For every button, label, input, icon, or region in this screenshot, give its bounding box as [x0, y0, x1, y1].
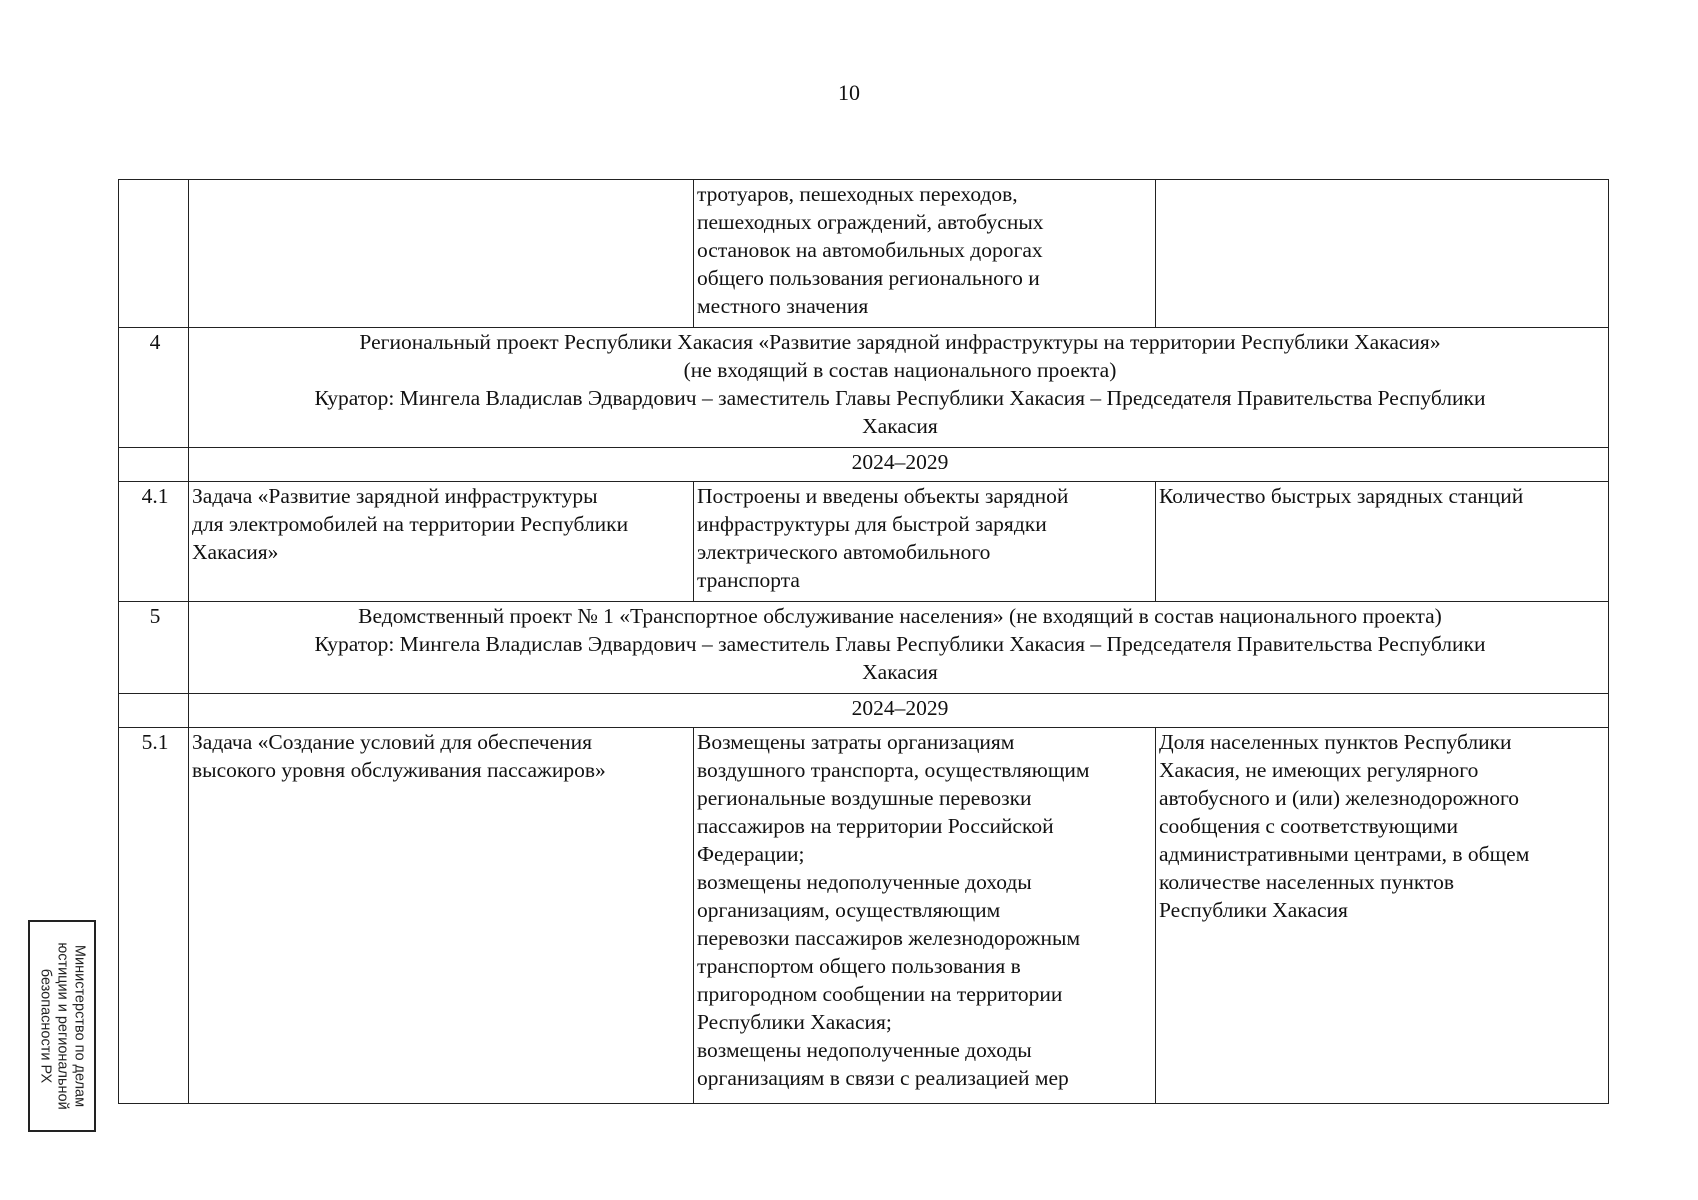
task-line: Задача «Создание условий для обеспечения	[192, 730, 593, 754]
ministry-stamp-text	[37, 922, 88, 1130]
period-row	[119, 694, 1609, 728]
projects-table	[118, 179, 1609, 1104]
indicator-line: Хакасия, не имеющих регулярного	[1159, 758, 1479, 782]
indicator-line: сообщения с соответствующими	[1159, 814, 1458, 838]
period-cell: 2024–2029	[189, 694, 1609, 728]
task-cell	[189, 482, 694, 602]
indicator-line: Количество быстрых зарядных станций	[1159, 484, 1524, 508]
row-number: 4	[119, 328, 189, 448]
project-title-cell	[189, 328, 1609, 448]
result-line: организациям, осуществляющим	[697, 898, 1001, 922]
indicator-line: автобусного и (или) железнодорожного	[1159, 786, 1519, 810]
result-line: Республики Хакасия;	[697, 1010, 892, 1034]
result-line: Построены и введены объекты зарядной	[697, 484, 1069, 508]
row-number: 4.1	[119, 482, 189, 602]
result-line: возмещены недополученные доходы	[697, 1038, 1032, 1062]
result-line: электрического автомобильного	[697, 540, 991, 564]
project-header-row	[119, 602, 1609, 694]
result-line: транспорта	[697, 568, 800, 592]
table-row	[119, 180, 1609, 328]
task-line: Задача «Развитие зарядной инфраструктуры	[192, 484, 598, 508]
period-cell: 2024–2029	[189, 448, 1609, 482]
num-cell	[119, 448, 189, 482]
table-row	[119, 728, 1609, 1104]
stamp-line: юстиции и региональной	[54, 942, 71, 1110]
task-cell	[189, 180, 694, 328]
task-cell	[189, 728, 694, 1104]
result-line: организациям в связи с реализацией мер	[697, 1066, 1069, 1090]
stamp-line: безопасности РХ	[37, 968, 54, 1084]
result-line: региональные воздушные перевозки	[697, 786, 1032, 810]
project-curator-line: Куратор: Мингела Владислав Эдвардович – заместитель Главы Республики Хакасия – Председателя Правительства Республики	[314, 632, 1486, 656]
project-curator-line: Куратор: Мингела Владислав Эдвардович – заместитель Главы Республики Хакасия – Председателя Правительства Республики	[314, 386, 1486, 410]
num-cell	[119, 180, 189, 328]
result-cell	[694, 482, 1156, 602]
period-row	[119, 448, 1609, 482]
result-line: остановок на автомобильных дорогах	[697, 238, 1043, 262]
stamp-line: Министерство по делам	[71, 944, 88, 1108]
task-line: высокого уровня обслуживания пассажиров»	[192, 758, 606, 782]
result-line: возмещены недополученные доходы	[697, 870, 1032, 894]
result-cell	[694, 728, 1156, 1104]
project-header-row	[119, 328, 1609, 448]
result-line: местного значения	[697, 294, 869, 318]
result-line: пешеходных ограждений, автобусных	[697, 210, 1044, 234]
result-line: пригородном сообщении на территории	[697, 982, 1063, 1006]
indicator-line: административными центрами, в общем	[1159, 842, 1530, 866]
indicator-line: количестве населенных пунктов	[1159, 870, 1455, 894]
indicator-cell	[1156, 728, 1609, 1104]
result-line: тротуаров, пешеходных переходов,	[697, 182, 1018, 206]
result-line: пассажиров на территории Российской	[697, 814, 1054, 838]
result-line: воздушного транспорта, осуществляющим	[697, 758, 1090, 782]
row-number: 5	[119, 602, 189, 694]
task-line: для электромобилей на территории Республики	[192, 512, 629, 536]
project-curator-line: Хакасия	[862, 660, 938, 684]
result-line: транспортом общего пользования в	[697, 954, 1021, 978]
result-cell	[694, 180, 1156, 328]
indicator-line: Доля населенных пунктов Республики	[1159, 730, 1512, 754]
project-title-line: Ведомственный проект № 1 «Транспортное обслуживание населения» (не входящий в состав национального проекта)	[358, 604, 1442, 628]
indicator-line: Республики Хакасия	[1159, 898, 1348, 922]
result-line: общего пользования регионального и	[697, 266, 1040, 290]
table-row	[119, 482, 1609, 602]
indicator-cell	[1156, 180, 1609, 328]
result-line: инфраструктуры для быстрой зарядки	[697, 512, 1047, 536]
num-cell	[119, 694, 189, 728]
result-line: перевозки пассажиров железнодорожным	[697, 926, 1081, 950]
project-title-line: (не входящий в состав национального проекта)	[683, 358, 1117, 382]
page-number: 10	[838, 80, 860, 105]
project-title-line: Региональный проект Республики Хакасия «Развитие зарядной инфраструктуры на территории Республики Хакасия»	[359, 330, 1441, 354]
result-line: Федерации;	[697, 842, 805, 866]
task-line: Хакасия»	[192, 540, 279, 564]
indicator-cell	[1156, 482, 1609, 602]
row-number: 5.1	[119, 728, 189, 1104]
result-line: Возмещены затраты организациям	[697, 730, 1015, 754]
project-title-cell	[189, 602, 1609, 694]
project-curator-line: Хакасия	[862, 414, 938, 438]
